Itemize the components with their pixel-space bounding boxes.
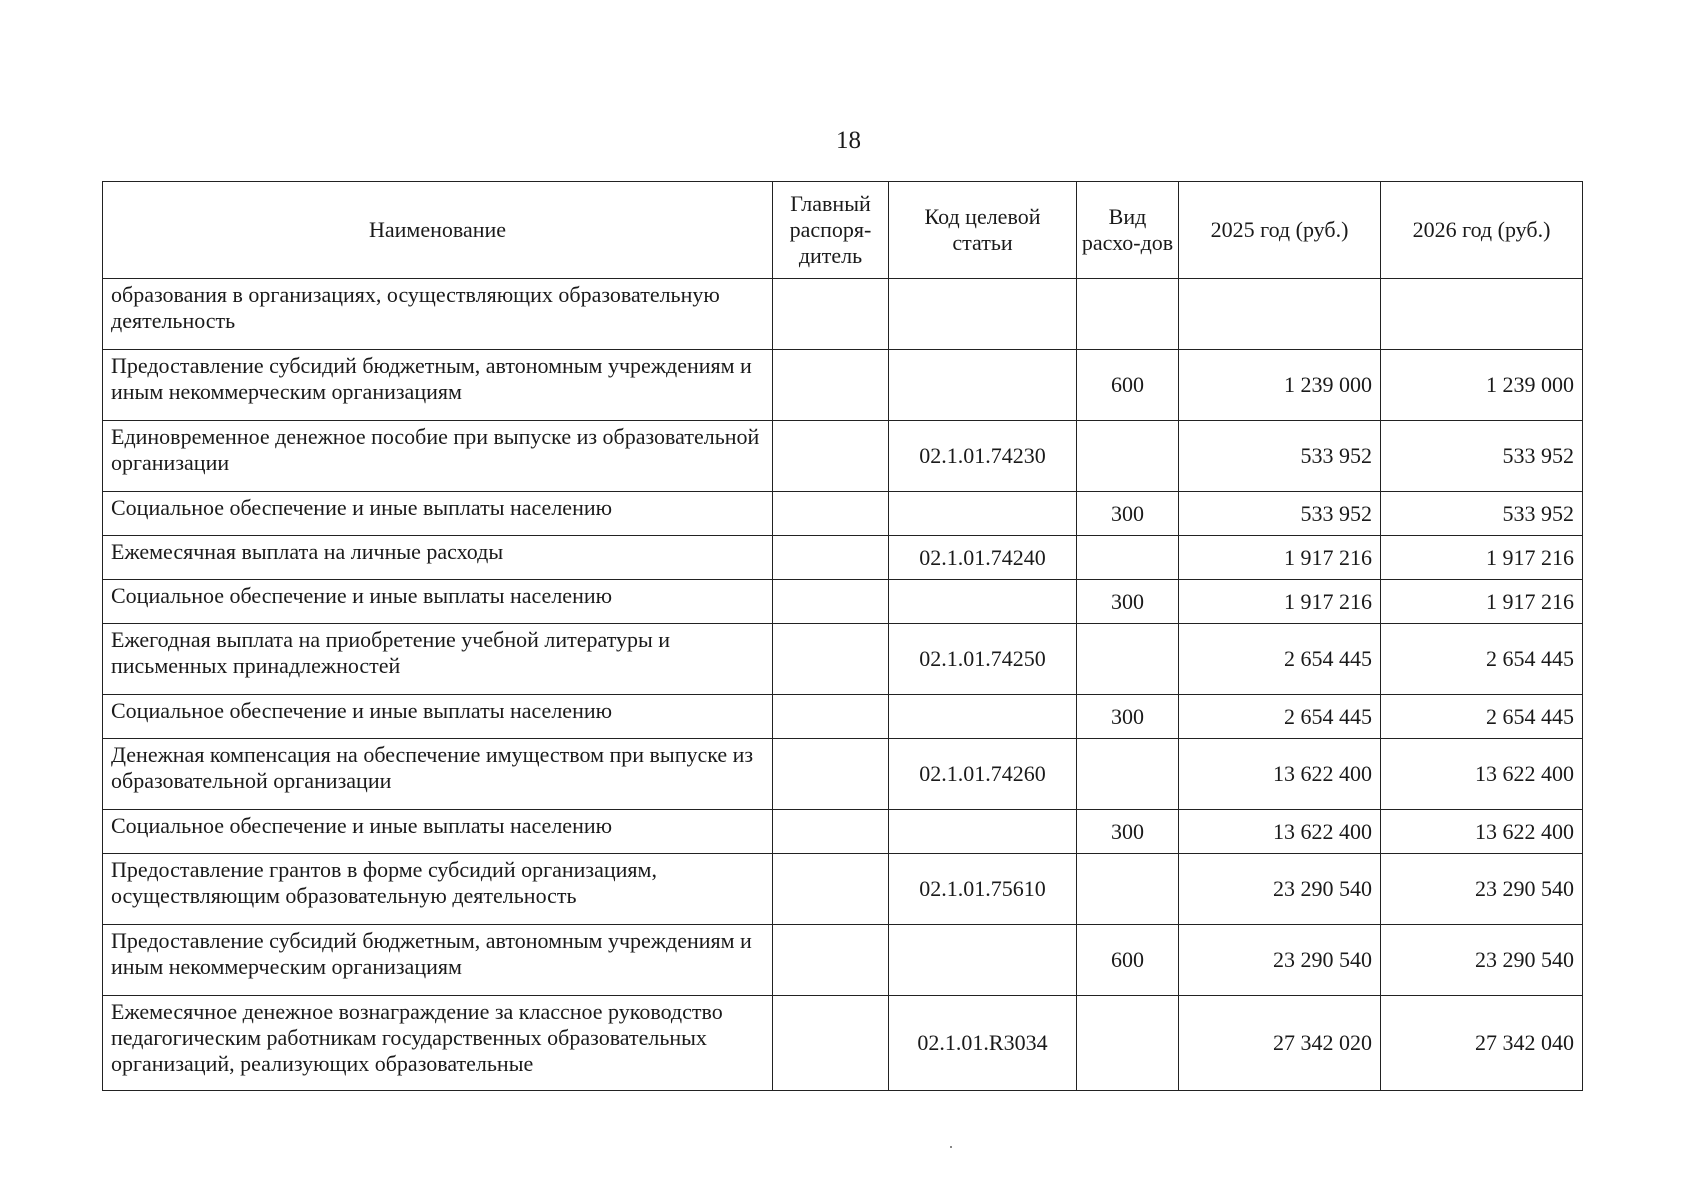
row-2025: 1 917 216 xyxy=(1179,580,1381,624)
row-2025: 23 290 540 xyxy=(1179,854,1381,925)
row-vr: 300 xyxy=(1077,580,1179,624)
row-vr xyxy=(1077,854,1179,925)
row-code: 02.1.01.75610 xyxy=(889,854,1077,925)
row-vr: 600 xyxy=(1077,350,1179,421)
budget-table xyxy=(102,181,1583,1091)
row-name: Социальное обеспечение и иные выплаты населению xyxy=(103,492,773,536)
row-2025: 2 654 445 xyxy=(1179,624,1381,695)
row-grbs xyxy=(773,810,889,854)
row-name: Ежемесячное денежное вознаграждение за классное руководство педагогическим работникам государственных образовательных организаций, реализующих образовательные xyxy=(103,996,773,1091)
row-grbs xyxy=(773,421,889,492)
row-vr xyxy=(1077,624,1179,695)
table-row xyxy=(103,854,1583,925)
row-code xyxy=(889,279,1077,350)
row-2026: 13 622 400 xyxy=(1381,739,1583,810)
row-2026: 1 917 216 xyxy=(1381,536,1583,580)
header-2026: 2026 год (руб.) xyxy=(1381,182,1583,279)
row-code xyxy=(889,492,1077,536)
row-vr: 300 xyxy=(1077,695,1179,739)
row-code: 02.1.01.74250 xyxy=(889,624,1077,695)
table-row xyxy=(103,580,1583,624)
row-vr xyxy=(1077,279,1179,350)
row-2026: 1 239 000 xyxy=(1381,350,1583,421)
row-2026: 533 952 xyxy=(1381,421,1583,492)
row-2026: 13 622 400 xyxy=(1381,810,1583,854)
header-code: Код целевой статьи xyxy=(889,182,1077,279)
table-row xyxy=(103,421,1583,492)
row-name: Ежегодная выплата на приобретение учебной литературы и письменных принадлежностей xyxy=(103,624,773,695)
table-row xyxy=(103,739,1583,810)
row-2025: 533 952 xyxy=(1179,421,1381,492)
row-name: Денежная компенсация на обеспечение имуществом при выпуске из образовательной организации xyxy=(103,739,773,810)
row-2025: 1 239 000 xyxy=(1179,350,1381,421)
row-name: Ежемесячная выплата на личные расходы xyxy=(103,536,773,580)
row-name: Единовременное денежное пособие при выпуске из образовательной организации xyxy=(103,421,773,492)
row-vr xyxy=(1077,996,1179,1091)
row-grbs xyxy=(773,279,889,350)
row-code: 02.1.01.74260 xyxy=(889,739,1077,810)
header-name: Наименование xyxy=(103,182,773,279)
row-2026: 23 290 540 xyxy=(1381,854,1583,925)
row-name: Социальное обеспечение и иные выплаты населению xyxy=(103,810,773,854)
row-vr: 600 xyxy=(1077,925,1179,996)
row-vr xyxy=(1077,421,1179,492)
row-name: Предоставление субсидий бюджетным, автономным учреждениям и иным некоммерческим организациям xyxy=(103,350,773,421)
row-code: 02.1.01.74240 xyxy=(889,536,1077,580)
table-row xyxy=(103,279,1583,350)
row-2026: 1 917 216 xyxy=(1381,580,1583,624)
row-grbs xyxy=(773,580,889,624)
scan-dot xyxy=(950,1146,952,1148)
row-2026: 23 290 540 xyxy=(1381,925,1583,996)
row-2026: 2 654 445 xyxy=(1381,624,1583,695)
row-name: Социальное обеспечение и иные выплаты населению xyxy=(103,695,773,739)
table-row xyxy=(103,695,1583,739)
row-vr xyxy=(1077,739,1179,810)
header-grbs: Главный распоря-дитель xyxy=(773,182,889,279)
row-2025: 27 342 020 xyxy=(1179,996,1381,1091)
row-2025: 1 917 216 xyxy=(1179,536,1381,580)
row-vr: 300 xyxy=(1077,492,1179,536)
table-row xyxy=(103,536,1583,580)
row-name: Предоставление субсидий бюджетным, автономным учреждениям и иным некоммерческим организациям xyxy=(103,925,773,996)
row-2026 xyxy=(1381,279,1583,350)
row-name: образования в организациях, осуществляющих образовательную деятельность xyxy=(103,279,773,350)
row-grbs xyxy=(773,996,889,1091)
row-2025: 13 622 400 xyxy=(1179,739,1381,810)
table-row xyxy=(103,492,1583,536)
row-grbs xyxy=(773,854,889,925)
row-grbs xyxy=(773,350,889,421)
row-code: 02.1.01.R3034 xyxy=(889,996,1077,1091)
row-grbs xyxy=(773,536,889,580)
row-grbs xyxy=(773,925,889,996)
row-vr: 300 xyxy=(1077,810,1179,854)
row-code xyxy=(889,580,1077,624)
row-grbs xyxy=(773,624,889,695)
row-2025: 23 290 540 xyxy=(1179,925,1381,996)
row-2026: 27 342 040 xyxy=(1381,996,1583,1091)
row-2025 xyxy=(1179,279,1381,350)
row-vr xyxy=(1077,536,1179,580)
row-2026: 533 952 xyxy=(1381,492,1583,536)
row-code xyxy=(889,350,1077,421)
row-code xyxy=(889,925,1077,996)
row-name: Предоставление грантов в форме субсидий организациям, осуществляющим образовательную деятельность xyxy=(103,854,773,925)
row-2026: 2 654 445 xyxy=(1381,695,1583,739)
table-row xyxy=(103,810,1583,854)
row-grbs xyxy=(773,492,889,536)
row-code xyxy=(889,810,1077,854)
table-row xyxy=(103,996,1583,1091)
row-name: Социальное обеспечение и иные выплаты населению xyxy=(103,580,773,624)
header-2025: 2025 год (руб.) xyxy=(1179,182,1381,279)
table-header-row xyxy=(103,182,1583,279)
row-grbs xyxy=(773,695,889,739)
row-code: 02.1.01.74230 xyxy=(889,421,1077,492)
row-2025: 2 654 445 xyxy=(1179,695,1381,739)
table-row xyxy=(103,624,1583,695)
page-number: 18 xyxy=(836,127,861,154)
table-row xyxy=(103,925,1583,996)
row-code xyxy=(889,695,1077,739)
header-vr: Вид расхо-дов xyxy=(1077,182,1179,279)
row-2025: 533 952 xyxy=(1179,492,1381,536)
row-grbs xyxy=(773,739,889,810)
row-2025: 13 622 400 xyxy=(1179,810,1381,854)
table-row xyxy=(103,350,1583,421)
